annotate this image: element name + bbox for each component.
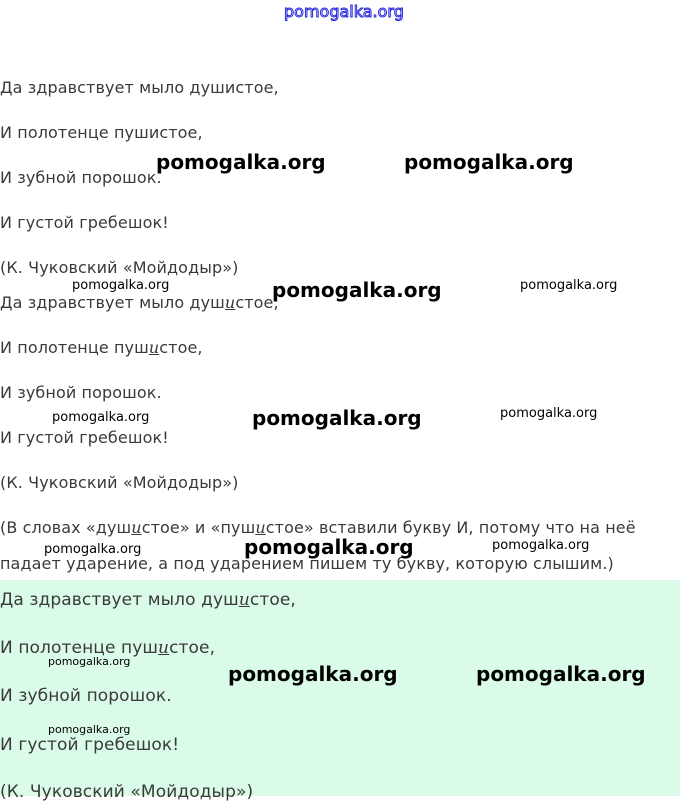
- watermark: pomogalka.org: [72, 278, 170, 293]
- watermark: pomogalka.org: [500, 406, 598, 421]
- poem3-line1-part: стое,: [249, 590, 296, 610]
- poem2-line1: [0, 293, 279, 313]
- watermark-top[interactable]: pomogalka.org: [284, 2, 404, 21]
- inserted-letter: и: [224, 293, 236, 312]
- poem3-line4: И густой гребешок!: [0, 735, 180, 755]
- poem2-line2-part: И полотенце пуш: [0, 338, 149, 357]
- poem2-line4: И густой гребешок!: [0, 428, 169, 447]
- watermark: pomogalka.org: [44, 542, 142, 557]
- poem2-source: (К. Чуковский «Мойдодыр»): [0, 473, 239, 492]
- watermark: pomogalka.org: [272, 278, 442, 302]
- inserted-letter: и: [158, 638, 170, 658]
- watermark: pomogalka.org: [48, 655, 131, 668]
- watermark: pomogalka.org: [156, 150, 326, 174]
- explanation-part: стое» и «пуш: [141, 518, 256, 537]
- watermark: pomogalka.org: [520, 278, 618, 293]
- explanation-line2: падает ударение, а под ударением пишем ту букву, которую слышим.): [0, 554, 614, 573]
- poem2-line2: [0, 338, 203, 358]
- explanation-part: стое» вставили букву И, потому что на неё: [265, 518, 636, 537]
- poem2-line3: И зубной порошок.: [0, 383, 162, 402]
- inserted-letter: и: [255, 518, 266, 537]
- poem2-line1-part: Да здравствует мыло душ: [0, 293, 225, 312]
- explanation-part: (В словах «душ: [0, 518, 132, 537]
- inserted-letter: и: [131, 518, 142, 537]
- poem1-line1: Да здравствует мыло душистое,: [0, 78, 279, 97]
- inserted-letter: и: [238, 590, 250, 610]
- watermark: pomogalka.org: [252, 406, 422, 430]
- poem1-line3: И зубной порошок.: [0, 168, 162, 187]
- poem3-line2-part: стое,: [169, 638, 216, 658]
- watermark: pomogalka.org: [404, 150, 574, 174]
- poem2-line1-part: стое,: [235, 293, 279, 312]
- poem1-line2: И полотенце пушистое,: [0, 123, 203, 142]
- watermark: pomogalka.org: [52, 410, 150, 425]
- inserted-letter: и: [148, 338, 160, 357]
- watermark: pomogalka.org: [492, 538, 590, 553]
- watermark: pomogalka.org: [48, 723, 131, 736]
- watermark: pomogalka.org: [228, 662, 398, 686]
- poem3-line2-part: И полотенце пуш: [0, 638, 159, 658]
- watermark: pomogalka.org: [476, 662, 646, 686]
- poem3-source: (К. Чуковский «Мойдодыр»): [0, 782, 254, 802]
- poem2-line2-part: стое,: [159, 338, 203, 357]
- poem1-source: (К. Чуковский «Мойдодыр»): [0, 258, 239, 277]
- watermark: pomogalka.org: [244, 535, 414, 559]
- poem3-line1-part: Да здравствует мыло душ: [0, 590, 239, 610]
- poem1-line4: И густой гребешок!: [0, 213, 169, 232]
- poem3-line1: [0, 590, 296, 610]
- poem3-line3: И зубной порошок.: [0, 686, 172, 706]
